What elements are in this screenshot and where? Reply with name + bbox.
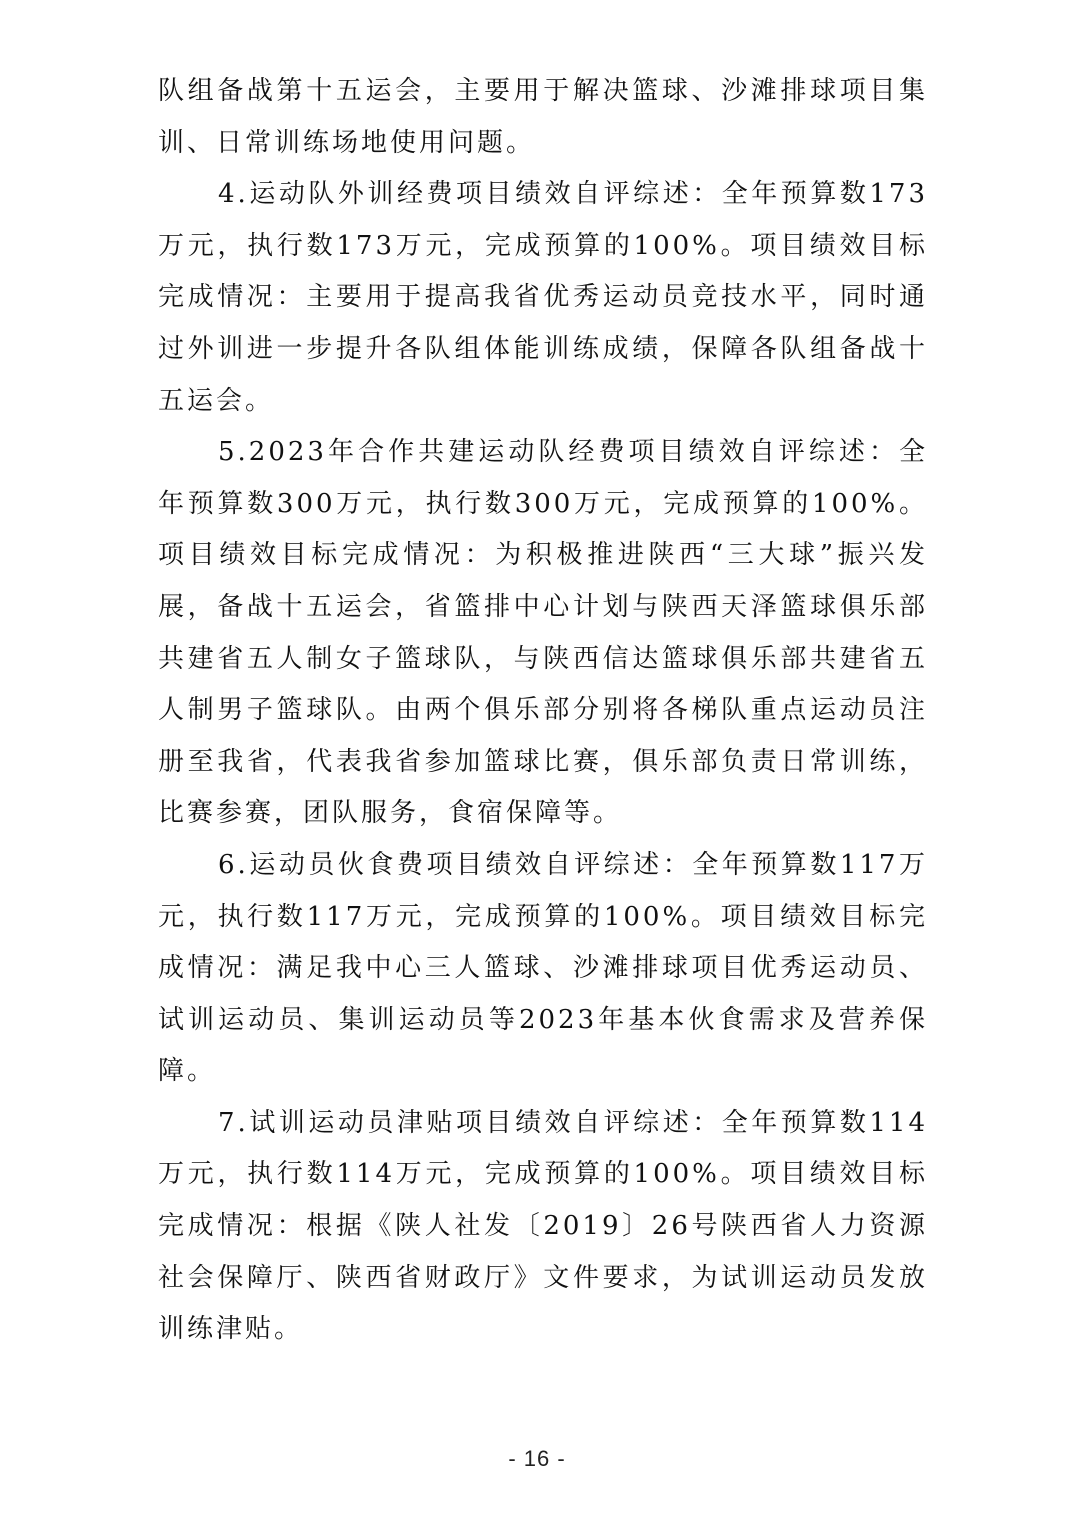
- paragraph-item-5: 5.2023年合作共建运动队经费项目绩效自评综述：全年预算数300万元，执行数300万元，完成预算的100%。项目绩效目标完成情况：为积极推进陕西“三大球”振兴发展，备战十五运会，省篮排中心计划与陕西天泽篮球俱乐部共建省五人制女子篮球队，与陕西信达篮球俱乐部共建省五人制男子篮球队。由两个俱乐部分别将各梯队重点运动员注册至我省，代表我省参加篮球比赛，俱乐部负责日常训练，比赛参赛，团队服务，食宿保障等。: [158, 437, 928, 829]
- paragraph-item-4: 4.运动队外训经费项目绩效自评综述：全年预算数173万元，执行数173万元，完成预算的100%。项目绩效目标完成情况：主要用于提高我省优秀运动员竞技水平，同时通过外训进一步提升各队组体能训练成绩，保障各队组备战十五运会。: [158, 179, 928, 416]
- paragraph-continuation: 队组备战第十五运会，主要用于解决篮球、沙滩排球项目集训、日常训练场地使用问题。: [158, 76, 928, 158]
- body-text: [158, 66, 928, 1356]
- page-number: - 16 -: [508, 1446, 566, 1471]
- paragraph-item-6: 6.运动员伙食费项目绩效自评综述：全年预算数117万元，执行数117万元，完成预算的100%。项目绩效目标完成情况：满足我中心三人篮球、沙滩排球项目优秀运动员、试训运动员、集训运动员等2023年基本伙食需求及营养保障。: [158, 849, 928, 1087]
- paragraph-item-7: 7.试训运动员津贴项目绩效自评综述：全年预算数114万元，执行数114万元，完成预算的100%。项目绩效目标完成情况：根据《陕人社发〔2019〕26号陕西省人力资源社会保障厅、陕西省财政厅》文件要求，为试训运动员发放训练津贴。: [158, 1107, 928, 1345]
